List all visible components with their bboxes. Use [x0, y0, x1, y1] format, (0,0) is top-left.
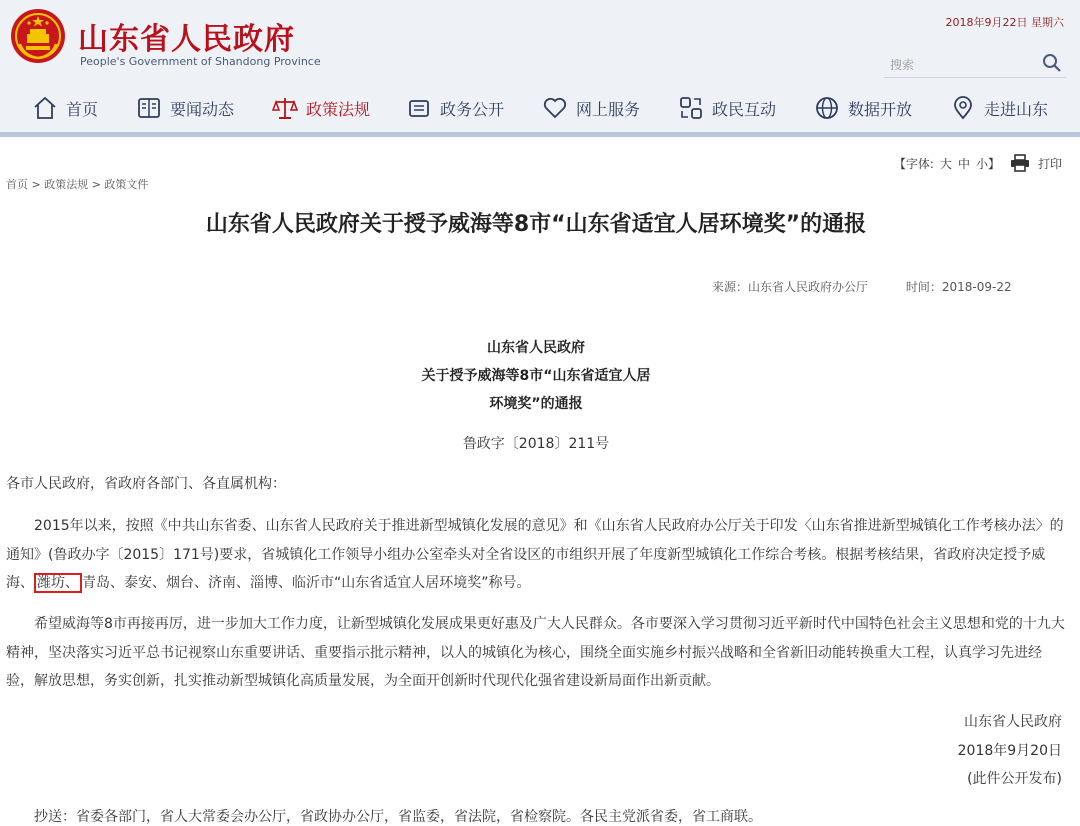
article-meta	[712, 278, 1046, 295]
article-title: 山东省人民政府关于授予威海等8市“山东省适宜人居环境奖”的通报	[205, 212, 867, 237]
paragraph-1-text-a: 2015年以来，按照《中共山东省委、山东省人民政府关于推进新型城镇化发展的意见》和《山东省人民政府办公厅关于印发〈山东省推进新型城镇化工作考核办法〉的通知》(鲁政办字〔2015〕171号)要求，省城镇化工作领导小组办公室牵头对全省设区的市组织开展了年度新型城镇化工作综合考核。根据考核结果，省政府决定授予威海、	[6, 518, 1064, 591]
site-subtitle: People's Government of Shandong Province	[80, 55, 321, 68]
highlighted-city: 潍坊、	[34, 573, 82, 593]
document-heading-line-1: 山东省人民政府	[487, 340, 585, 356]
article-toolbar	[894, 154, 1062, 172]
signature-org: 山东省人民政府	[964, 714, 1062, 730]
globe-icon	[814, 95, 840, 121]
location-icon	[950, 95, 976, 121]
font-large-button[interactable]: 大	[939, 156, 952, 171]
font-size-close: 】	[987, 156, 1000, 171]
document-heading-line-3: 环境奖”的通报	[489, 396, 583, 412]
site-title[interactable]: 山东省人民政府	[78, 22, 295, 57]
nav-item-about-shandong[interactable]	[950, 88, 1048, 128]
nav-label: 首页	[66, 99, 99, 119]
search-icon[interactable]	[1042, 53, 1062, 73]
nav-item-policy[interactable]	[272, 88, 370, 128]
article-source: 来源：山东省人民政府办公厅	[712, 280, 869, 294]
nav-item-open-government[interactable]	[406, 88, 504, 128]
print-icon[interactable]	[1010, 154, 1030, 172]
article-time: 时间：2018-09-22	[905, 280, 1012, 294]
nav-label: 数据开放	[848, 99, 913, 119]
nav-label: 政民互动	[712, 99, 777, 119]
document-heading-line-2: 关于授予威海等8市“山东省适宜人居	[421, 368, 651, 384]
national-emblem-icon	[10, 8, 66, 64]
search-box[interactable]	[884, 50, 1066, 78]
heart-icon	[542, 95, 568, 121]
nav-label: 走进山东	[984, 99, 1049, 119]
interaction-icon	[678, 95, 704, 121]
salutation: 各市人民政府，省政府各部门、各直属机构：	[6, 476, 286, 492]
publication-note: (此件公开发布)	[967, 771, 1062, 787]
signature-date: 2018年9月20日	[957, 743, 1062, 759]
paragraph-1-text-b: 青岛、泰安、烟台、济南、淄博、临沂市“山东省适宜人居环境奖”称号。	[82, 575, 531, 591]
scales-icon	[272, 95, 298, 121]
document-icon	[406, 95, 432, 121]
news-icon	[136, 95, 162, 121]
font-size-label: 【字体:	[893, 156, 934, 171]
nav-label: 要闻动态	[170, 99, 235, 119]
nav-label: 政务公开	[440, 99, 505, 119]
cc-line: 抄送：省委各部门，省人大常委会办公厅，省政协办公厅，省监委，省法院，省检察院。各民主党派省委，省工商联。	[34, 809, 762, 825]
document-number: 鲁政字〔2018〕211号	[462, 436, 610, 452]
breadcrumb[interactable]: 首页 > 政策法规 > 政策文件	[6, 178, 149, 191]
site-header	[0, 0, 1080, 137]
nav-label: 政策法规	[306, 99, 371, 119]
home-icon	[32, 95, 58, 121]
search-input[interactable]: 搜索	[890, 58, 915, 72]
font-medium-button[interactable]: 中	[957, 156, 970, 171]
nav-item-news[interactable]	[136, 88, 234, 128]
print-button[interactable]: 打印	[1037, 156, 1062, 171]
current-date: 2018年9月22日 星期六	[945, 16, 1064, 29]
paragraph-1	[6, 512, 1066, 598]
paragraph-2: 希望威海等8市再接再厉，进一步加大工作力度，让新型城镇化发展成果更好惠及广大人民群众。各市要深入学习贯彻习近平新时代中国特色社会主义思想和党的十九大精神，坚决落实习近平总书记视察山东重要讲话、重要指示批示精神，以人的城镇化为核心，围绕全面实施乡村振兴战略和全省新旧动能转换重大工程，认真学习先进经验，解放思想，务实创新，扎实推动新型城镇化高质量发展，为全面开创新时代现代化强省建设新局面作出新贡献。	[6, 616, 1065, 689]
font-small-button[interactable]: 小	[975, 156, 988, 171]
nav-item-open-data[interactable]	[814, 88, 912, 128]
nav-item-interaction[interactable]	[678, 88, 776, 128]
nav-item-online-service[interactable]	[542, 88, 640, 128]
nav-item-home[interactable]	[32, 88, 98, 128]
nav-label: 网上服务	[576, 99, 641, 119]
main-nav	[0, 88, 1080, 128]
